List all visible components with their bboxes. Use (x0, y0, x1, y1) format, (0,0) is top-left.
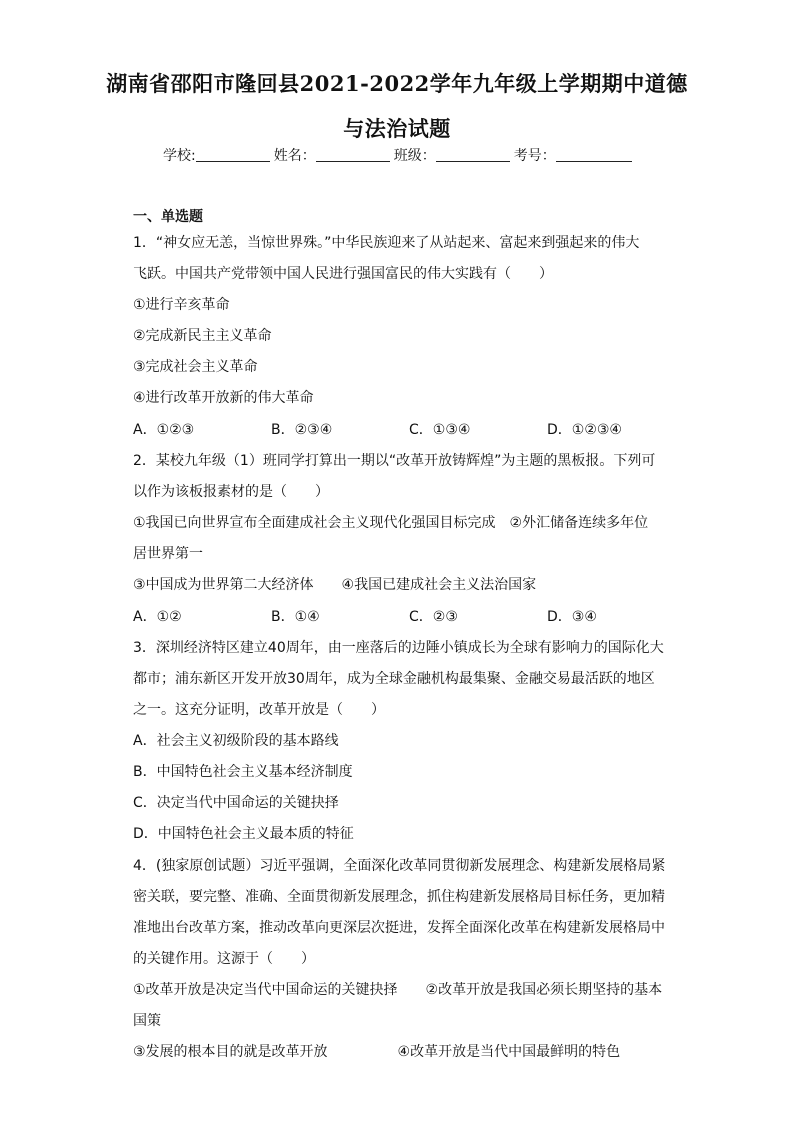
school-label: 学校: (163, 148, 196, 164)
q4-items-line-3: ③发展的根本目的就是改革开放 ④改革开放是当代中国最鲜明的特色 (133, 1044, 621, 1060)
q4-stem-line-3: 准地出台改革方案，推动改革向更深层次挺进，发挥全面深化改革在构建新发展格局中 (133, 920, 665, 936)
q1-stem-line-2: 飞跃。中国共产党带领中国人民进行强国富民的伟大实践有（ ） (133, 266, 553, 282)
q1-item-2: ②完成新民主主义革命 (133, 328, 272, 344)
student-info-row (163, 145, 632, 165)
name-blank[interactable] (316, 147, 390, 162)
q4-stem-line-4: 的关键作用。这源于（ ） (133, 951, 315, 967)
section-heading: 一、单选题 (133, 209, 203, 225)
q3-option-c[interactable]: C．决定当代中国命运的关键抉择 (133, 795, 339, 811)
q1-item-1: ①进行辛亥革命 (133, 297, 230, 313)
q3-stem-line-1: 3．深圳经济特区建立40周年，由一座落后的边陲小镇成长为全球有影响力的国际化大 (133, 640, 664, 656)
q1-option-a[interactable]: A．①②③ (133, 422, 195, 438)
exam-title-line-1: 湖南省邵阳市隆回县2021-2022学年九年级上学期期中道德 (106, 71, 688, 96)
q3-option-b[interactable]: B．中国特色社会主义基本经济制度 (133, 764, 353, 780)
q4-items-line-2: 国策 (133, 1013, 161, 1029)
name-label: 姓名： (273, 148, 316, 164)
q2-items-line-2: 居世界第一 (133, 546, 203, 562)
school-blank[interactable] (196, 147, 270, 162)
class-blank[interactable] (436, 147, 510, 162)
q4-stem-line-2: 密关联，要完整、准确、全面贯彻新发展理念，抓住构建新发展格局目标任务，更加精 (133, 889, 665, 905)
q1-option-d[interactable]: D．①②③④ (547, 422, 622, 438)
q2-option-b[interactable]: B．①④ (271, 609, 320, 625)
q2-options (133, 606, 663, 626)
exam-number-label: 考号： (513, 148, 556, 164)
q1-item-3: ③完成社会主义革命 (133, 359, 258, 375)
q1-option-c[interactable]: C．①③④ (409, 422, 471, 438)
q2-option-d[interactable]: D．③④ (547, 609, 597, 625)
q1-stem-line-1: 1．“神女应无恙，当惊世界殊。”中华民族迎来了从站起来、富起来到强起来的伟大 (133, 235, 640, 251)
q2-items-line-1: ①我国已向世界宣布全面建成社会主义现代化强国目标完成 ②外汇储备连续多年位 (133, 515, 649, 531)
q2-stem-line-2: 以作为该板报素材的是（ ） (133, 484, 329, 500)
class-label: 班级： (393, 148, 436, 164)
q3-option-a[interactable]: A．社会主义初级阶段的基本路线 (133, 733, 339, 749)
q2-stem-line-1: 2．某校九年级（1）班同学打算出一期以“改革开放铸辉煌”为主题的黑板报。下列可 (133, 453, 656, 469)
q1-options (133, 419, 663, 439)
q1-option-b[interactable]: B．②③④ (271, 422, 333, 438)
q3-stem-line-2: 都市；浦东新区开发开放30周年，成为全球金融机构最集聚、金融交易最活跃的地区 (133, 671, 655, 687)
exam-number-blank[interactable] (556, 147, 632, 162)
q4-stem-line-1: 4．(独家原创试题）习近平强调，全面深化改革同贯彻新发展理念、构建新发展格局紧 (133, 858, 666, 874)
exam-title-line-2: 与法治试题 (343, 116, 451, 141)
q2-items-line-3: ③中国成为世界第二大经济体 ④我国已建成社会主义法治国家 (133, 577, 537, 593)
q2-option-a[interactable]: A．①② (133, 609, 182, 625)
q4-items-line-1: ①改革开放是决定当代中国命运的关键抉择 ②改革开放是我国必须长期坚持的基本 (133, 982, 663, 998)
q3-option-d[interactable]: D．中国特色社会主义最本质的特征 (133, 826, 354, 842)
q2-option-c[interactable]: C．②③ (409, 609, 458, 625)
q1-item-4: ④进行改革开放新的伟大革命 (133, 390, 314, 406)
q3-stem-line-3: 之一。这充分证明，改革开放是（ ） (133, 702, 385, 718)
